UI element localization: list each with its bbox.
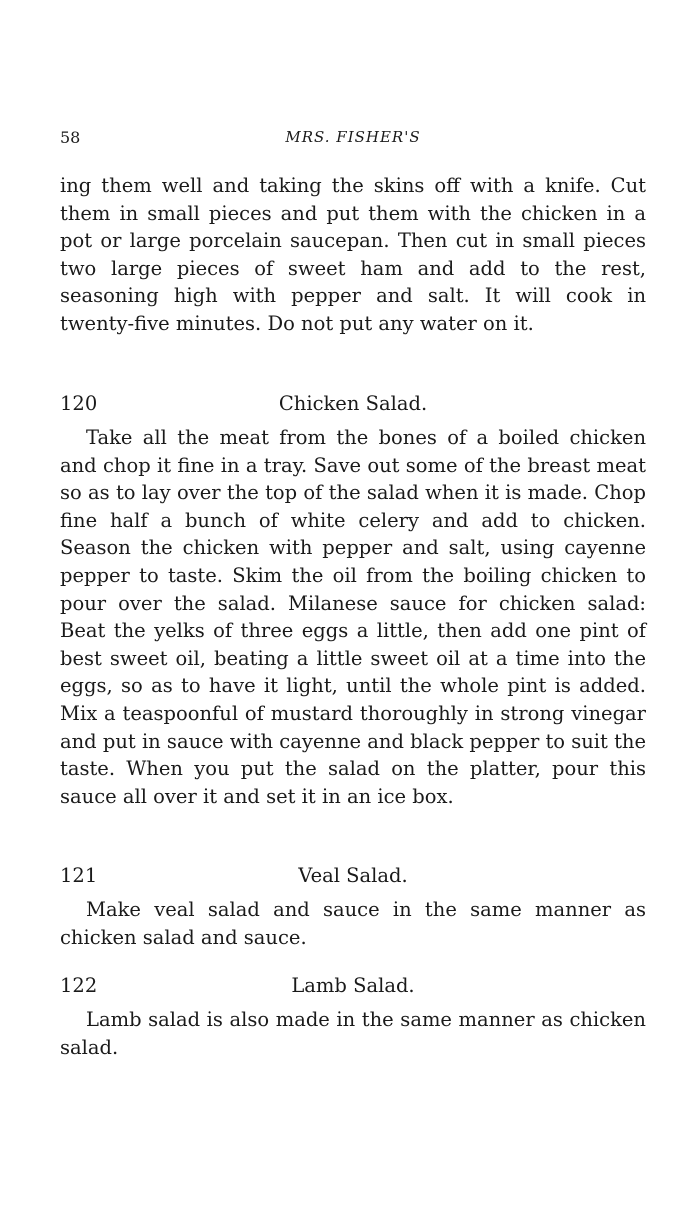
recipe-number: 121	[60, 864, 98, 887]
recipe-heading-120	[60, 390, 646, 418]
running-title: MRS. FISHER'S	[285, 128, 421, 146]
recipe-title: Veal Salad.	[298, 864, 408, 887]
recipe-number: 120	[60, 392, 98, 415]
continuation-block	[60, 172, 646, 338]
recipe-heading-122	[60, 972, 646, 1000]
recipe-paragraph: Take all the meat from the bones of a boiled chicken and chop it fine in a tray. Save out some of the breast meat so as to lay over the top of the salad when it is made. Chop fine half a bunch of white celery and add to chicken. Season the chicken with pepper and salt, using cayenne pepper to taste. Skim the oil from the boiling chicken to pour over the salad. Milanese sauce for chicken salad: Beat the yelks of three eggs a little, then add one pint of best sweet oil, beating a little sweet oil at a time into the eggs, so as to have it light, until the whole pint is added. Mix a teaspoonful of mustard thoroughly in strong vinegar and put in sauce with cayenne and black pepper to suit the taste. When you put the salad on the platter, pour this sauce all over it and set it in an ice box.	[60, 426, 647, 808]
recipe-body-120	[60, 424, 646, 810]
recipe-body-122	[60, 1006, 646, 1061]
recipe-body-121	[60, 896, 646, 951]
recipe-title: Chicken Salad.	[278, 392, 428, 415]
running-head	[60, 128, 646, 152]
recipe-paragraph: Make veal salad and sauce in the same manner as chicken salad and sauce.	[60, 898, 646, 949]
recipe-heading-121	[60, 862, 646, 890]
page-number: 58	[60, 128, 81, 147]
recipe-title: Lamb Salad.	[291, 974, 415, 997]
recipe-number: 122	[60, 974, 98, 997]
continuation-paragraph: ing them well and taking the skins off with a knife. Cut them in small pieces and put them with the chicken in a pot or large porcelain saucepan. Then cut in small pieces two large pieces of sweet ham and add to the rest, seasoning high with pepper and salt. It will cook in twenty-five minutes. Do not put any water on it.	[60, 174, 646, 335]
recipe-paragraph: Lamb salad is also made in the same manner as chicken salad.	[60, 1008, 646, 1059]
